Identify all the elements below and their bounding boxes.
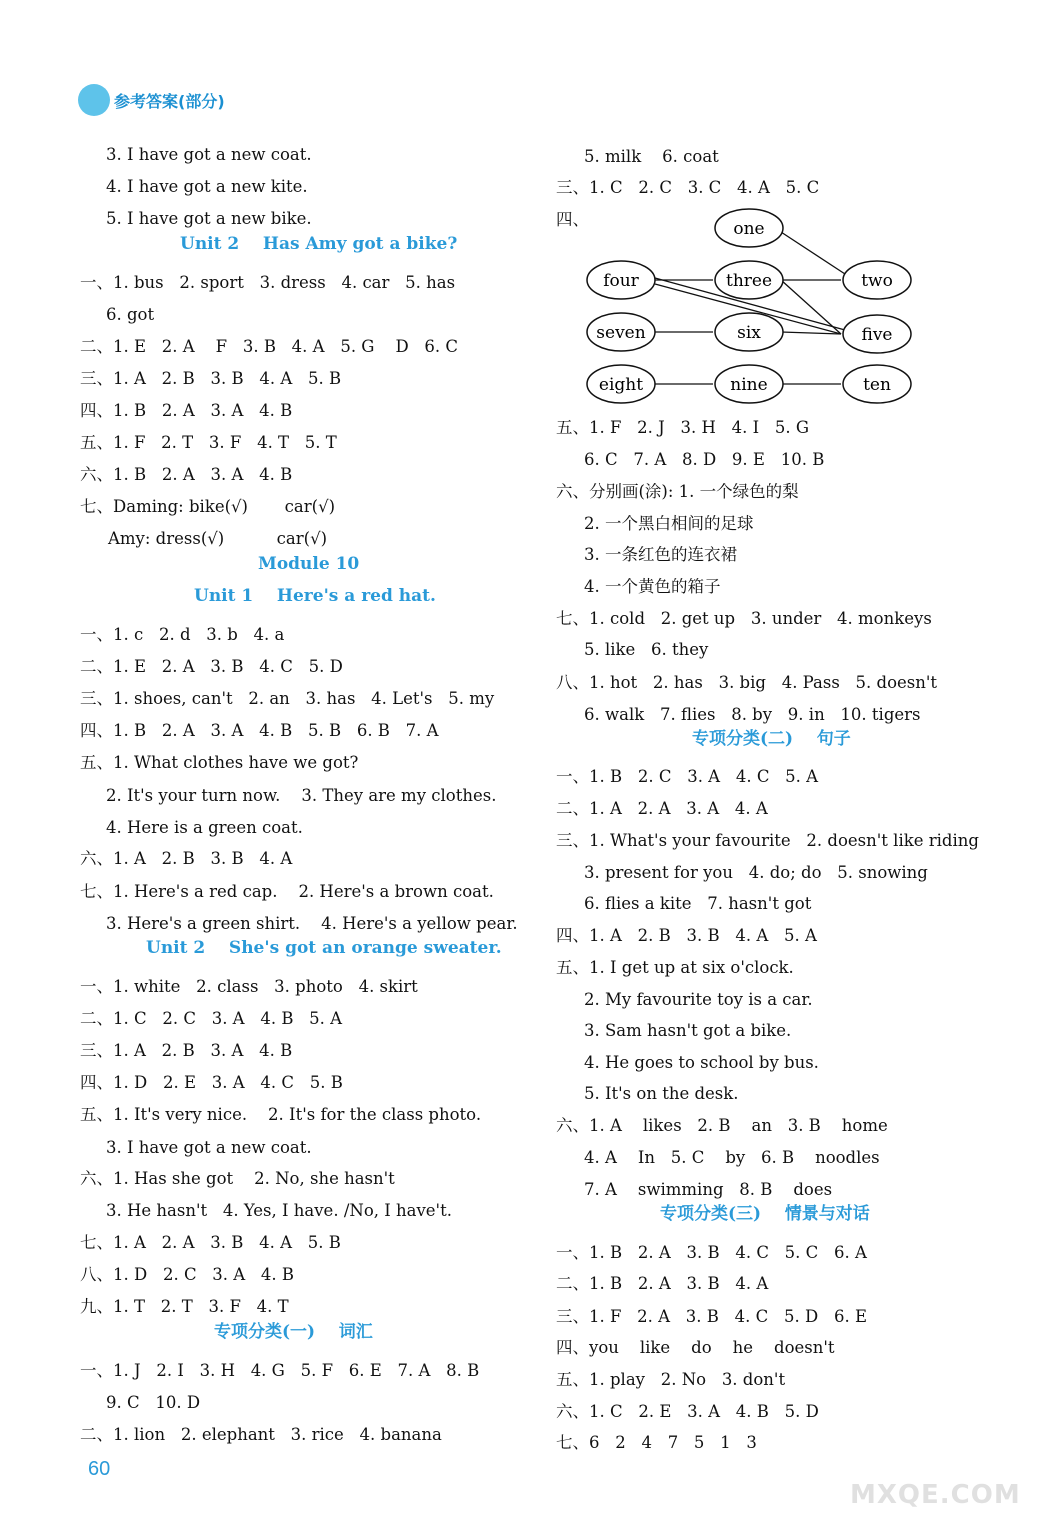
answer-line: 一、1. white 2. class 3. photo 4. skirt bbox=[80, 977, 418, 996]
answer-line: 三、1. F 2. A 3. B 4. C 5. D 6. E bbox=[556, 1307, 867, 1326]
answer-line: 三、1. C 2. C 3. C 4. A 5. C bbox=[556, 178, 820, 197]
answer-line: 6. flies a kite 7. hasn't got bbox=[584, 894, 812, 913]
answer-line: Amy: dress(√) car(√) bbox=[108, 529, 328, 548]
section-heading: Unit 1 Here's a red hat. bbox=[194, 586, 436, 606]
answer-line: 四、you like do he doesn't bbox=[556, 1338, 835, 1357]
answer-line: 六、1. B 2. A 3. A 4. B bbox=[80, 465, 293, 484]
answer-line: 二、1. lion 2. elephant 3. rice 4. banana bbox=[80, 1425, 442, 1444]
answer-line: 四、 bbox=[556, 210, 589, 229]
answer-line: 三、1. A 2. B 3. A 4. B bbox=[80, 1041, 293, 1060]
diagram-node-label: nine bbox=[730, 375, 768, 395]
answer-line: 2. My favourite toy is a car. bbox=[584, 990, 813, 1009]
answer-line: 五、1. What clothes have we got? bbox=[80, 753, 359, 772]
answer-line: 9. C 10. D bbox=[106, 1393, 201, 1412]
diagram-node-label: eight bbox=[598, 375, 644, 395]
answer-line: 八、1. hot 2. has 3. big 4. Pass 5. doesn't bbox=[556, 673, 938, 692]
answer-line: 一、1. c 2. d 3. b 4. a bbox=[80, 625, 285, 644]
answer-line: 八、1. D 2. C 3. A 4. B bbox=[80, 1265, 295, 1284]
diagram-node-label: five bbox=[861, 325, 893, 345]
diagram-node-label: four bbox=[603, 271, 639, 291]
answer-line: 七、6 2 4 7 5 1 3 bbox=[556, 1433, 757, 1452]
answer-line: 二、1. B 2. A 3. B 4. A bbox=[556, 1274, 769, 1293]
answer-line: 三、1. A 2. B 3. B 4. A 5. B bbox=[80, 369, 342, 388]
section-heading: 专项分类(一) 词汇 bbox=[214, 1322, 373, 1342]
page-header bbox=[78, 82, 225, 118]
answer-line: 五、1. F 2. J 3. H 4. I 5. G bbox=[556, 418, 810, 437]
answer-line: 3. I have got a new coat. bbox=[106, 145, 312, 164]
answer-line: 五、1. F 2. T 3. F 4. T 5. T bbox=[80, 433, 337, 452]
diagram-node-label: six bbox=[737, 323, 761, 343]
diagram-node-label: seven bbox=[596, 323, 646, 343]
section-heading: 专项分类(三) 情景与对话 bbox=[660, 1204, 870, 1224]
answer-line: 一、1. bus 2. sport 3. dress 4. car 5. has bbox=[80, 273, 456, 292]
section-heading: Unit 2 Has Amy got a bike? bbox=[180, 234, 458, 254]
header-circle-icon bbox=[78, 84, 110, 116]
answer-line: 3. Here's a green shirt. 4. Here's a yellow pear. bbox=[106, 914, 518, 933]
page-number: 60 bbox=[88, 1458, 111, 1480]
answer-line: 3. Sam hasn't got a bike. bbox=[584, 1021, 792, 1040]
answer-line: 2. 一个黑白相间的足球 bbox=[584, 514, 754, 533]
answer-line: 一、1. B 2. C 3. A 4. C 5. A bbox=[556, 767, 819, 786]
diagram-node-label: two bbox=[861, 271, 893, 291]
answer-line: 4. I have got a new kite. bbox=[106, 177, 308, 196]
answer-line: 六、1. A likes 2. B an 3. B home bbox=[556, 1116, 888, 1135]
answer-line: 二、1. E 2. A F 3. B 4. A 5. G D 6. C bbox=[80, 337, 459, 356]
answer-line: 4. 一个黄色的箱子 bbox=[584, 577, 721, 596]
answer-line: 四、1. A 2. B 3. B 4. A 5. A bbox=[556, 926, 817, 945]
answer-line: 二、1. E 2. A 3. B 4. C 5. D bbox=[80, 657, 343, 676]
answer-line: 2. It's your turn now. 3. They are my clothes. bbox=[106, 786, 497, 805]
answer-line: 七、1. Here's a red cap. 2. Here's a brown coat. bbox=[80, 882, 494, 901]
watermark bbox=[850, 1430, 1050, 1530]
answer-line: 五、1. play 2. No 3. don't bbox=[556, 1370, 786, 1389]
answer-line: 七、Daming: bike(√) car(√) bbox=[80, 497, 336, 516]
answer-line: 七、1. cold 2. get up 3. under 4. monkeys bbox=[556, 609, 932, 628]
answer-line: 5. I have got a new bike. bbox=[106, 209, 312, 228]
answer-line: 7. A swimming 8. B does bbox=[584, 1180, 833, 1199]
answer-line: 三、1. What's your favourite 2. doesn't like riding bbox=[556, 831, 979, 850]
answer-line: 六、分别画(涂): 1. 一个绿色的梨 bbox=[556, 482, 799, 501]
answer-line: 二、1. A 2. A 3. A 4. A bbox=[556, 799, 768, 818]
section-heading: 专项分类(二) 句子 bbox=[692, 729, 851, 749]
answer-line: 4. Here is a green coat. bbox=[106, 818, 303, 837]
number-matching-diagram bbox=[583, 206, 923, 412]
answer-line: 3. I have got a new coat. bbox=[106, 1138, 312, 1157]
answer-line: 三、1. shoes, can't 2. an 3. has 4. Let's 5. my bbox=[80, 689, 495, 708]
answer-line: 四、1. B 2. A 3. A 4. B bbox=[80, 401, 293, 420]
diagram-node-label: three bbox=[725, 271, 773, 291]
answer-line: 6. C 7. A 8. D 9. E 10. B bbox=[584, 450, 825, 469]
answer-line: 五、1. I get up at six o'clock. bbox=[556, 958, 794, 977]
answer-line: 4. A In 5. C by 6. B noodles bbox=[584, 1148, 880, 1167]
answer-line: 5. It's on the desk. bbox=[584, 1084, 739, 1103]
answer-line: 六、1. Has she got 2. No, she hasn't bbox=[80, 1169, 395, 1188]
answer-line: 3. He hasn't 4. Yes, I have. /No, I have't. bbox=[106, 1201, 452, 1220]
answer-line: 6. walk 7. flies 8. by 9. in 10. tigers bbox=[584, 705, 921, 724]
answer-line: 4. He goes to school by bus. bbox=[584, 1053, 819, 1072]
answer-line: 5. like 6. they bbox=[584, 640, 709, 659]
answer-line: 5. milk 6. coat bbox=[584, 147, 719, 166]
answer-line: 九、1. T 2. T 3. F 4. T bbox=[80, 1297, 289, 1316]
section-heading: Unit 2 She's got an orange sweater. bbox=[146, 938, 502, 958]
header-title: 参考答案(部分) bbox=[114, 91, 225, 111]
answer-line: 六、1. A 2. B 3. B 4. A bbox=[80, 849, 293, 868]
answer-line: 二、1. C 2. C 3. A 4. B 5. A bbox=[80, 1009, 343, 1028]
answer-line: 七、1. A 2. A 3. B 4. A 5. B bbox=[80, 1233, 341, 1252]
answer-line: 四、1. D 2. E 3. A 4. C 5. B bbox=[80, 1073, 343, 1092]
watermark-text: MXQE.COM bbox=[850, 1480, 1021, 1510]
answer-line: 一、1. J 2. I 3. H 4. G 5. F 6. E 7. A 8. B bbox=[80, 1361, 480, 1380]
section-heading: Module 10 bbox=[258, 554, 360, 574]
diagram-node-label: ten bbox=[863, 375, 891, 395]
answer-line: 五、1. It's very nice. 2. It's for the class photo. bbox=[80, 1105, 482, 1124]
answer-line: 四、1. B 2. A 3. A 4. B 5. B 6. B 7. A bbox=[80, 721, 439, 740]
answer-line: 3. present for you 4. do; do 5. snowing bbox=[584, 863, 928, 882]
answer-line: 3. 一条红色的连衣裙 bbox=[584, 545, 737, 564]
answer-line: 6. got bbox=[106, 305, 155, 324]
diagram-node-label: one bbox=[733, 219, 765, 239]
answer-line: 六、1. C 2. E 3. A 4. B 5. D bbox=[556, 1402, 819, 1421]
answer-line: 一、1. B 2. A 3. B 4. C 5. C 6. A bbox=[556, 1243, 867, 1262]
